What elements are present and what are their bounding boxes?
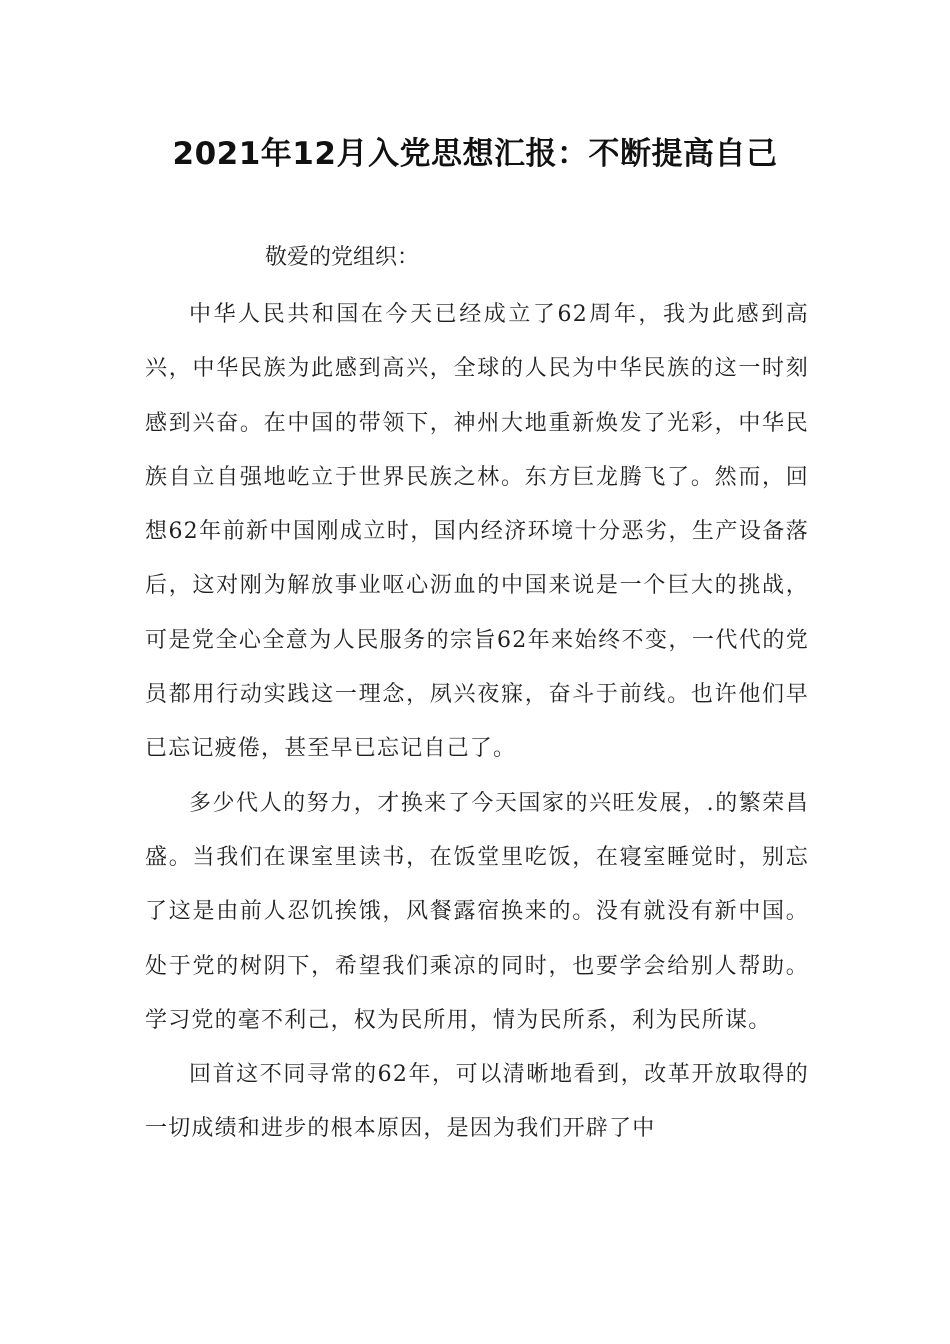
document-body [145, 238, 809, 1157]
paragraph-2: 多少代人的努力，才换来了今天国家的兴旺发展，.的繁荣昌盛。当我们在课室里读书，在饭堂里吃饭，在寝室睡觉时，别忘了这是由前人忍饥挨饿，风餐露宿换来的。没有就没有新中国。处于党的树阴下，希望我们乘凉的同时，也要学会给别人帮助。学习党的毫不利己，权为民所用，情为民所系，利为民所谋。 [145, 790, 809, 1033]
paragraph-3: 回首这不同寻常的62年，可以清晰地看到，改革开放取得的一切成绩和进步的根本原因，是因为我们开辟了中 [145, 1062, 809, 1142]
document-title: 2021年12月入党思想汇报：不断提高自己 [172, 136, 778, 172]
salutation: 敬爱的党组织： [265, 245, 420, 270]
paragraph-1: 中华人民共和国在今天已经成立了62周年，我为此感到高兴，中华民族为此感到高兴，全球的人民为中华民族的这一时刻感到兴奋。在中国的带领下，神州大地重新焕发了光彩，中华民族自立自强地屹立于世界民族之林。东方巨龙腾飞了。然而，回想62年前新中国刚成立时，国内经济环境十分恶劣，生产设备落后，这对刚为解放事业呕心沥血的中国来说是一个巨大的挑战，可是党全心全意为人民服务的宗旨62年来始终不变，一代代的党员都用行动实践这一理念，夙兴夜寐，奋斗于前线。也许他们早已忘记疲倦，甚至早已忘记自己了。 [145, 302, 809, 762]
